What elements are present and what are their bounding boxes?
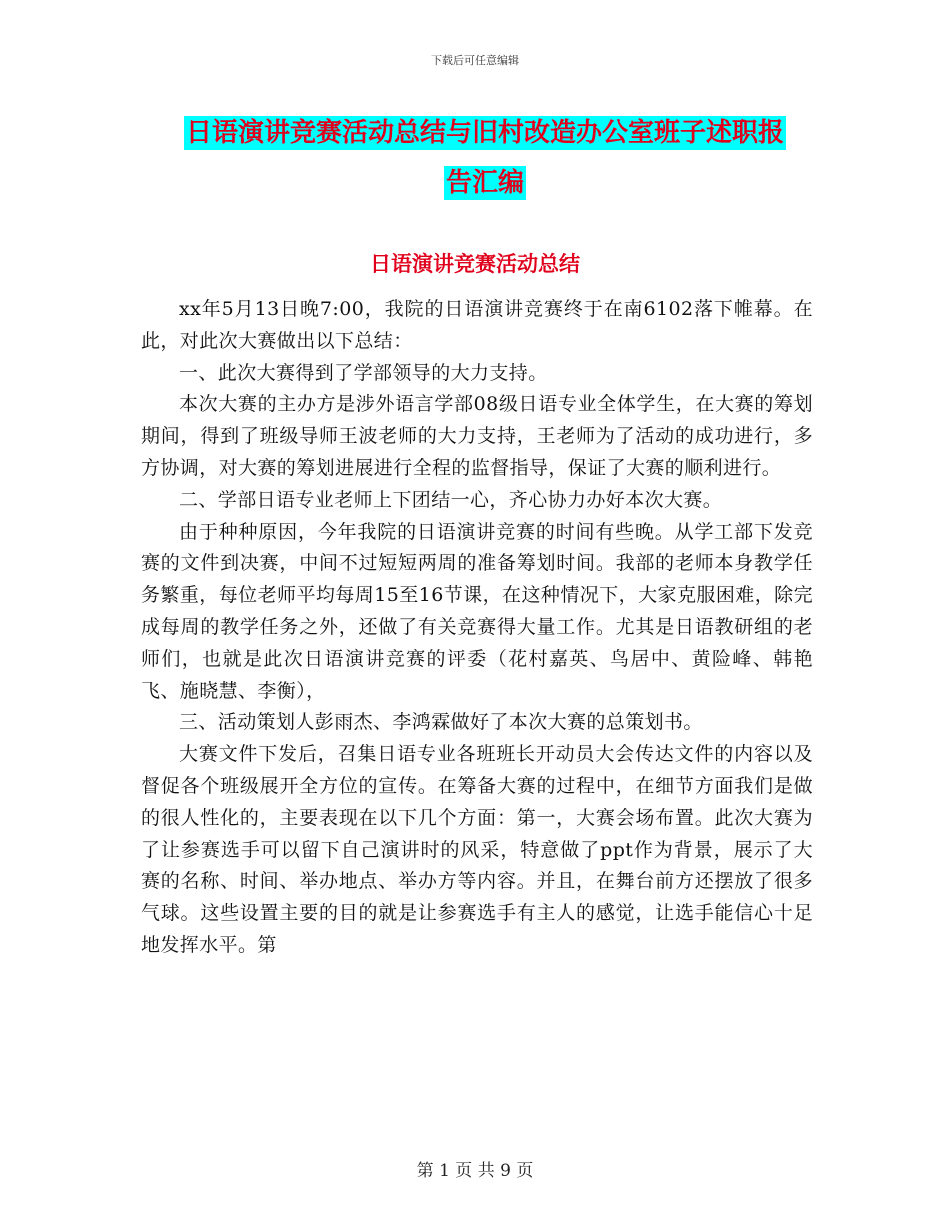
- paragraph: 一、此次大赛得到了学部领导的大力支持。: [179, 361, 548, 384]
- paragraph: 本次大赛的主办方是涉外语言学部08级日语专业全体学生，在大赛的筹划期间，得到了班级导师王波老师的大力支持，王老师为了活动的成功进行，多方协调，对大赛的筹划进展进行全程的监督指导，保证了大赛的顺利进行。: [141, 393, 813, 479]
- page-header-note: 下载后可任意编辑: [431, 54, 519, 67]
- paragraph: 三、活动策划人彭雨杰、李鸿霖做好了本次大赛的总策划书。: [179, 711, 703, 734]
- section-title: 日语演讲竞赛活动总结: [370, 252, 580, 276]
- paragraph: xx年5月13日晚7:00，我院的日语演讲竞赛终于在南6102落下帷幕。在此，对此次大赛做出以下总结：: [141, 298, 813, 352]
- document-title: [140, 108, 830, 208]
- paragraph: 大赛文件下发后，召集日语专业各班班长开动员大会传达文件的内容以及督促各个班级展开全方位的宣传。在筹备大赛的过程中，在细节方面我们是做的很人性化的，主要表现在以下几个方面：第一，大赛会场布置。此次大赛为了让参赛选手可以留下自己演讲时的风采，特意做了ppt作为背景，展示了大赛的名称、时间、举办地点、举办方等内容。并且，在舞台前方还摆放了很多气球。这些设置主要的目的就是让参赛选手有主人的感觉，让选手能信心十足地发挥水平。第: [141, 743, 813, 956]
- paragraph: 二、学部日语专业老师上下团结一心，齐心协力办好本次大赛。: [179, 488, 723, 511]
- page-footer: [0, 1156, 950, 1181]
- page-number-label: 第 1 页 共 9 页: [416, 1161, 534, 1181]
- paragraph: 由于种种原因，今年我院的日语演讲竞赛的时间有些晚。从学工部下发竞赛的文件到决赛，中间不过短短两周的准备筹划时间。我部的老师本身教学任务繁重，每位老师平均每周15至16节课，在这种情况下，大家克服困难，除完成每周的教学任务之外，还做了有关竞赛得大量工作。尤其是日语教研组的老师们，也就是此次日语演讲竞赛的评委（花村嘉英、鸟居中、黄险峰、韩艳飞、施晓慧、李衡），: [141, 520, 813, 702]
- document-title-line-2: 告汇编: [445, 168, 524, 198]
- document-body: [141, 294, 813, 962]
- document-title-line-1: 日语演讲竞赛活动总结与旧村改造办公室班子述职报: [185, 118, 784, 148]
